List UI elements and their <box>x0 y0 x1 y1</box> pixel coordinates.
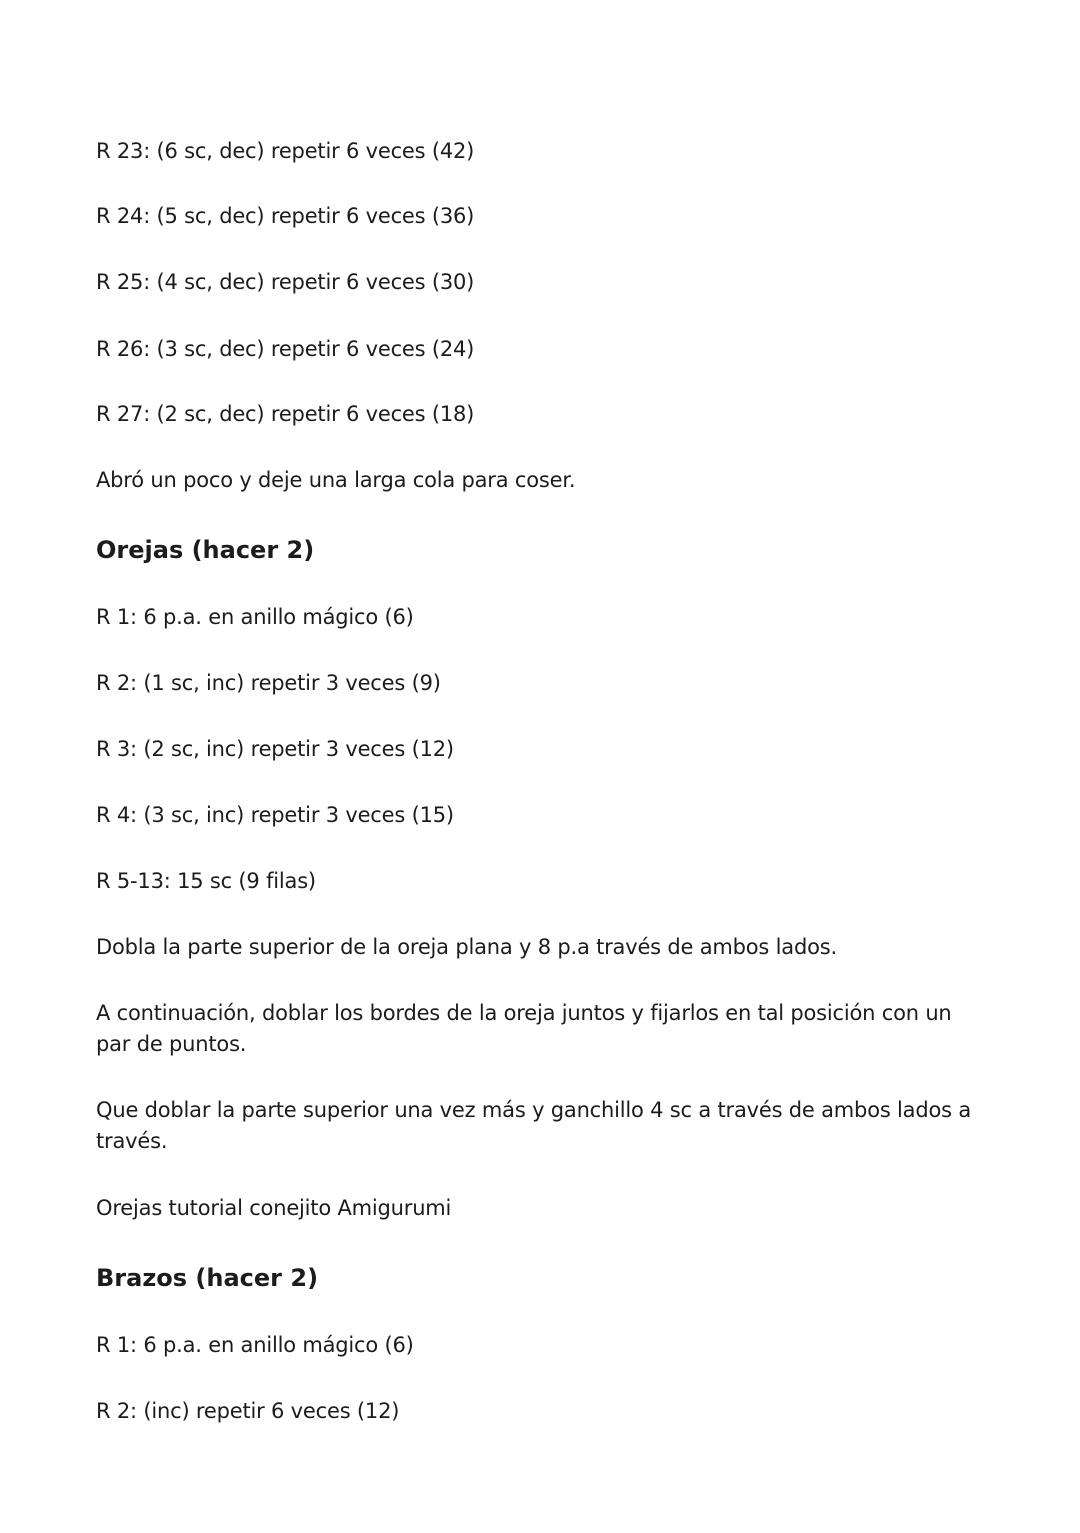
section-heading-arms: Brazos (hacer 2) <box>96 1264 319 1292</box>
pattern-row: R 26: (3 sc, dec) repetir 6 veces (24) <box>96 337 475 361</box>
pattern-row: R 1: 6 p.a. en anillo mágico (6) <box>96 605 414 629</box>
instruction-paragraph: Dobla la parte superior de la oreja plana y 8 p.a través de ambos lados. <box>96 935 837 959</box>
pattern-row: R 27: (2 sc, dec) repetir 6 veces (18) <box>96 402 475 426</box>
pattern-row: R 23: (6 sc, dec) repetir 6 veces (42) <box>96 139 475 163</box>
pattern-row: R 25: (4 sc, dec) repetir 6 veces (30) <box>96 270 475 294</box>
instruction-paragraph: Orejas tutorial conejito Amigurumi <box>96 1196 452 1220</box>
pattern-row: R 5-13: 15 sc (9 filas) <box>96 869 316 893</box>
pattern-row: R 2: (1 sc, inc) repetir 3 veces (9) <box>96 671 441 695</box>
pattern-row: R 3: (2 sc, inc) repetir 3 veces (12) <box>96 737 454 761</box>
pattern-row: R 24: (5 sc, dec) repetir 6 veces (36) <box>96 204 475 228</box>
instruction-paragraph: Que doblar la parte superior una vez más y ganchillo 4 sc a través de ambos lados a través. <box>96 1098 972 1153</box>
instruction-paragraph: A continuación, doblar los bordes de la oreja juntos y fijarlos en tal posición con un par de puntos. <box>96 1001 952 1056</box>
pattern-row: R 4: (3 sc, inc) repetir 3 veces (15) <box>96 803 454 827</box>
section-heading-ears: Orejas (hacer 2) <box>96 536 315 564</box>
pattern-row: R 2: (inc) repetir 6 veces (12) <box>96 1399 400 1423</box>
closing-note: Abró un poco y deje una larga cola para coser. <box>96 468 576 492</box>
pattern-row: R 1: 6 p.a. en anillo mágico (6) <box>96 1333 414 1357</box>
